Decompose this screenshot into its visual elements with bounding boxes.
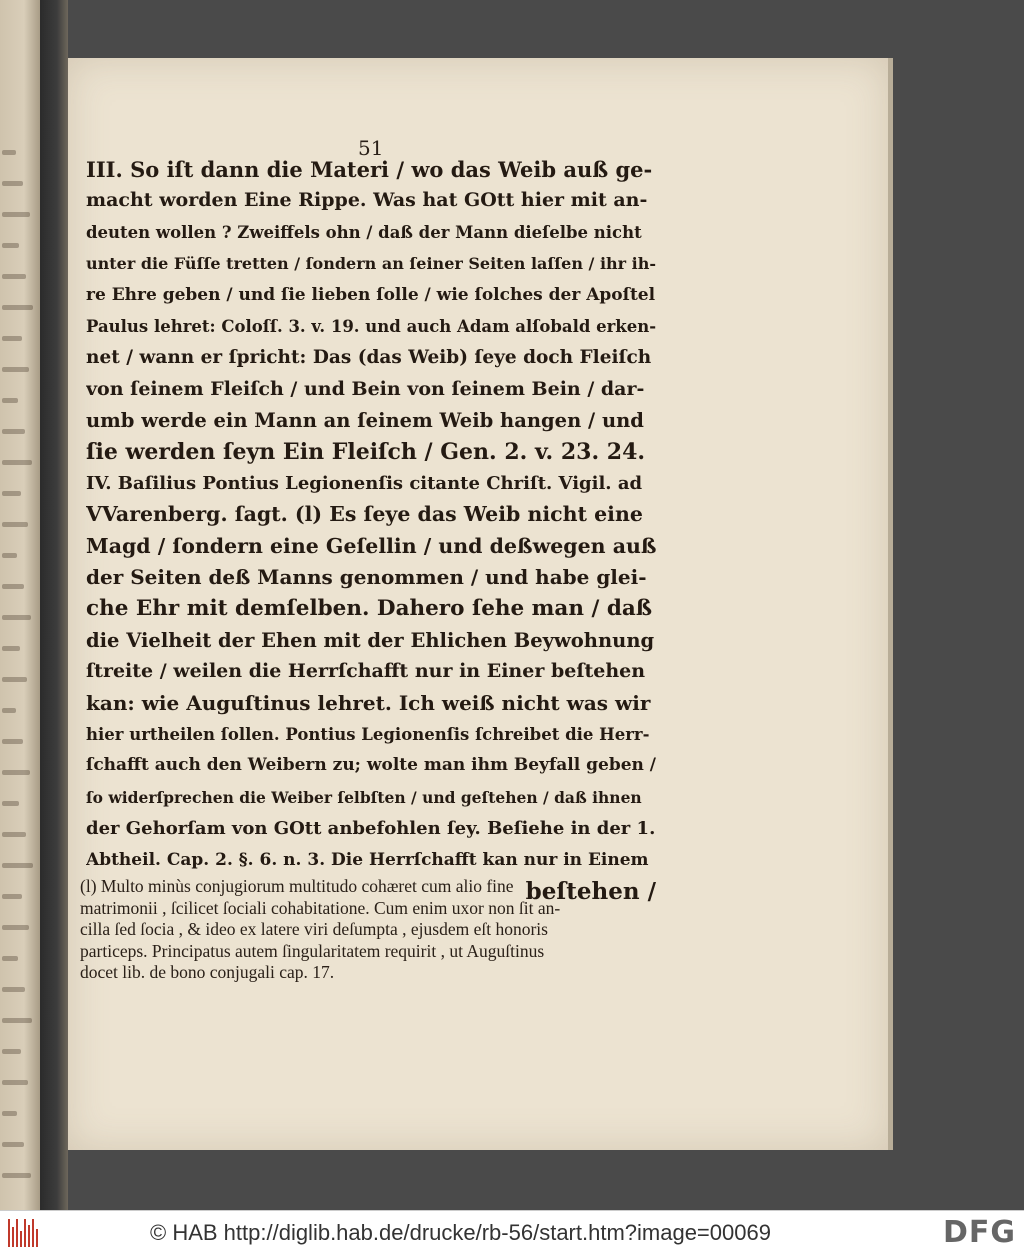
previous-page-text-mark (2, 212, 30, 217)
text-line: VVarenberg. ſagt. (l) Es ſeye das Weib nicht eine (86, 502, 643, 527)
previous-page-text-mark (2, 553, 17, 558)
previous-page-text-mark (2, 1142, 24, 1147)
dfg-logo: DFG (942, 1215, 1016, 1250)
footnote-line: particeps. Principatus autem ſingularitatem requirit , ut Auguſtinus (80, 940, 545, 961)
main-text (86, 154, 656, 907)
text-line: net / wann er ſpricht: Das (das Weib) ſeye doch Fleiſch (86, 347, 652, 369)
previous-page-text-mark (2, 429, 25, 434)
previous-page-text-mark (2, 1111, 17, 1116)
barcode-icon (8, 1219, 40, 1247)
text-line: unter die Füſſe tretten / ſondern an ſeiner Seiten laſſen / ihr ih- (86, 254, 656, 274)
text-line: beſtehen / (525, 877, 656, 905)
text-line: Magd / ſondern eine Geſellin / und deßwegen auß (86, 533, 656, 558)
previous-page-text-mark (2, 243, 19, 248)
footnote-line: docet lib. de bono conjugali cap. 17. (80, 962, 335, 982)
previous-page-text-mark (2, 305, 33, 310)
previous-page-text-mark (2, 739, 23, 744)
previous-page-text-mark (2, 677, 27, 682)
previous-page-edge (0, 0, 40, 1210)
text-line: IV. Baſilius Pontius Legionenſis citante Chriſt. Vigil. ad (86, 472, 643, 494)
previous-page-text-mark (2, 801, 19, 806)
previous-page-text-mark (2, 1080, 28, 1085)
previous-page-text-mark (2, 1018, 32, 1023)
text-line: re Ehre geben / und ſie lieben ſolle / wie ſolches der Apoſtel (86, 284, 656, 305)
text-line: die Vielheit der Ehen mit der Ehlichen Beywohnung (86, 628, 655, 652)
previous-page-text-mark (2, 367, 29, 372)
text-line: umb werde ein Mann an ſeinem Weib hangen / und (86, 409, 644, 433)
text-line: ſo widerſprechen die Weiber ſelbſten / und geſtehen / daß ihnen (86, 787, 642, 807)
footnote-line: (l) Multo minùs conjugiorum multitudo cohæret cum alio fine (80, 876, 514, 896)
footnote-line: matrimonii , ſcilicet ſociali cohabitatione. Cum enim uxor non ſit an- (80, 897, 561, 918)
previous-page-text-mark (2, 274, 26, 279)
previous-page-text-mark (2, 956, 18, 961)
previous-page-text-mark (2, 615, 31, 620)
previous-page-text-mark (2, 1049, 21, 1054)
text-line: Paulus lehret: Coloſſ. 3. v. 19. und auch Adam alſobald erken- (86, 316, 656, 336)
footnote-line: cilla ſed ſocia , & ideo ex latere viri deſumpta , ejusdem eſt honoris (80, 919, 548, 939)
text-line: kan: wie Auguſtinus lehret. Ich weiß nicht was wir (86, 690, 651, 715)
previous-page-text-mark (2, 522, 28, 527)
text-line: III. So iſt dann die Materi / wo das Weib auß ge- (86, 157, 653, 182)
footer-bar (0, 1210, 1024, 1254)
previous-page-text-mark (2, 894, 22, 899)
text-line: der Seiten deß Manns genommen / und habe glei- (86, 565, 647, 590)
footnote (80, 876, 656, 984)
text-line: von ſeinem Fleiſch / und Bein von ſeinem Bein / dar- (86, 377, 645, 400)
page-number: 51 (358, 136, 384, 160)
previous-page-text-mark (2, 987, 25, 992)
copyright-link[interactable]: © HAB http://diglib.hab.de/drucke/rb-56/start.htm?image=00069 (150, 1220, 771, 1245)
previous-page-text-mark (2, 460, 32, 465)
text-line: che Ehr mit demſelben. Dahero ſehe man / daß (86, 596, 653, 622)
previous-page-text-mark (2, 832, 26, 837)
book-gutter (40, 0, 68, 1210)
previous-page-text-mark (2, 925, 29, 930)
text-line: der Gehorſam von GOtt anbefohlen ſey. Beſiehe in der 1. (86, 818, 656, 840)
previous-page-text-mark (2, 646, 20, 651)
previous-page-text-mark (2, 770, 30, 775)
book-page (68, 58, 888, 1150)
text-line: ſtreite / weilen die Herrſchafft nur in Einer beſtehen (86, 660, 646, 683)
text-line: macht worden Eine Rippe. Was hat GOtt hier mit an- (86, 189, 648, 212)
previous-page-text-mark (2, 181, 23, 186)
previous-page-text-mark (2, 584, 24, 589)
page-edge (888, 58, 893, 1150)
previous-page-text-mark (2, 150, 16, 155)
previous-page-text-mark (2, 1173, 31, 1178)
previous-page-text-mark (2, 398, 18, 403)
text-line: deuten wollen ? Zweiffels ohn / daß der Mann dieſelbe nicht (86, 222, 642, 242)
text-line: ſchafft auch den Weibern zu; wolte man ihm Beyfall geben / (86, 755, 656, 776)
text-line: hier urtheilen ſollen. Pontius Legionenſis ſchreibet die Herr- (86, 725, 650, 745)
previous-page-text-mark (2, 863, 33, 868)
previous-page-text-mark (2, 491, 21, 496)
text-line: ſie werden ſeyn Ein Fleiſch / Gen. 2. v. 23. 24. (86, 438, 646, 465)
previous-page-text-mark (2, 708, 16, 713)
text-line: Abtheil. Cap. 2. §. 6. n. 3. Die Herrſchafft kan nur in Einem (86, 849, 649, 870)
previous-page-text-mark (2, 336, 22, 341)
